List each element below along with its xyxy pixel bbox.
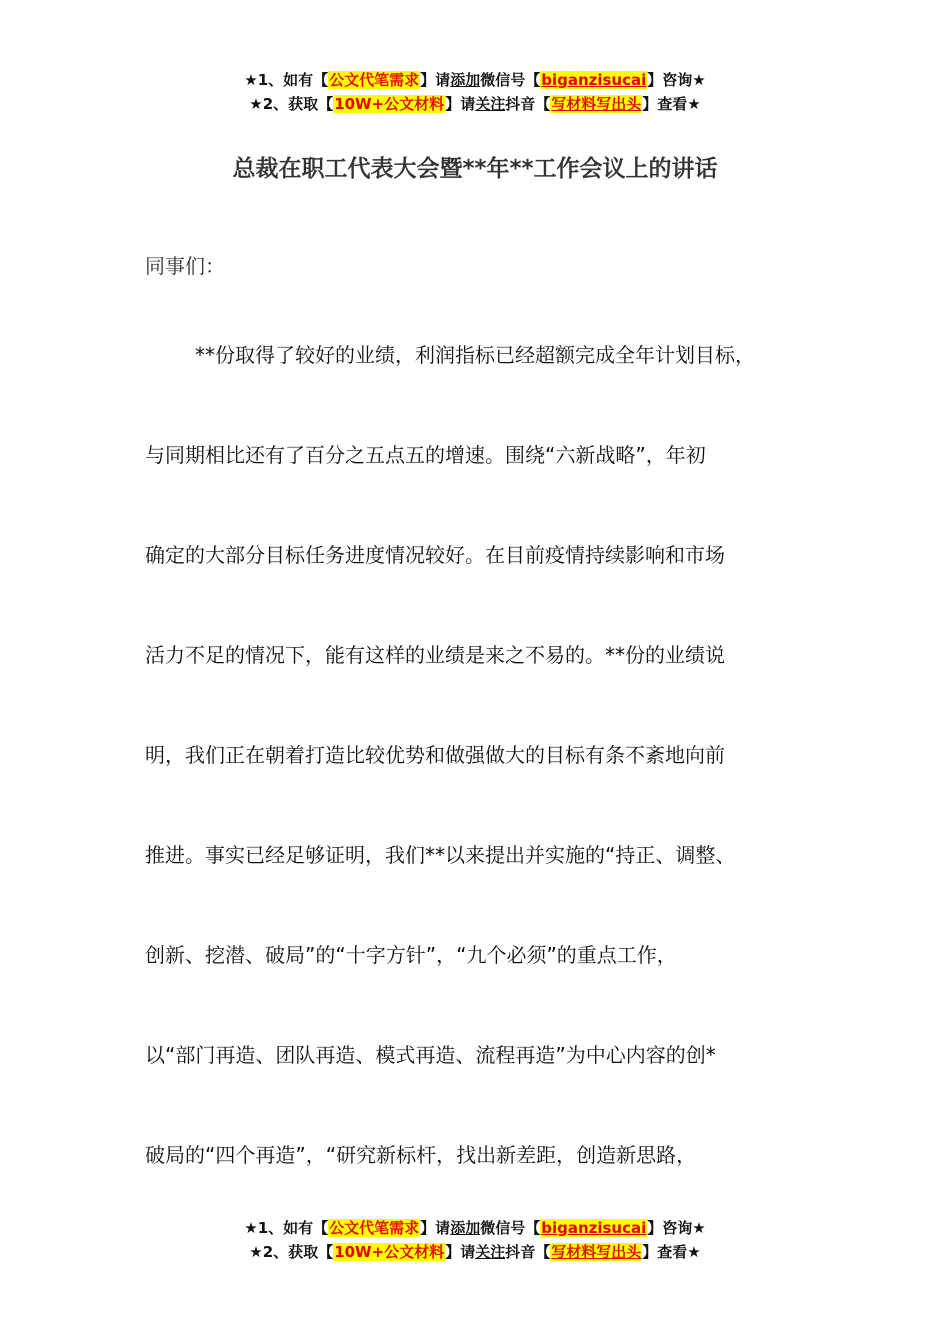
body-line: 创新、挖潜、破局”的“十字方针”，“九个必须”的重点工作，: [145, 943, 677, 967]
promo-emphasis: 添加: [450, 71, 481, 89]
promo-text: 微信号【: [480, 1219, 541, 1237]
body-line: 破局的“四个再造”，“研究新标杆，找出新差距，创造新思路，: [145, 1143, 697, 1167]
promo-text: 】查看★: [642, 1243, 701, 1261]
promo-highlight-service: 公文代笔需求: [329, 1219, 420, 1237]
promo-text: 抖音【: [505, 95, 551, 113]
promo-text: 微信号【: [480, 71, 541, 89]
document-title: 总裁在职工代表大会暨**年**工作会议上的讲话: [232, 156, 718, 182]
promo-text: 】请: [445, 95, 476, 113]
promo-text: ★1、如有【: [244, 1219, 329, 1237]
promo-text: 】请: [445, 1243, 476, 1261]
promo-line-2: [0, 92, 950, 116]
body-line: 明，我们正在朝着打造比较优势和做强做大的目标有条不紊地向前: [145, 743, 725, 767]
promo-text: ★2、获取【: [249, 1243, 334, 1261]
promo-emphasis: 关注: [475, 95, 506, 113]
promo-text: ★1、如有【: [244, 71, 329, 89]
promo-highlight-wechat-id: biganzisucai: [541, 71, 647, 89]
promo-highlight-wechat-id: biganzisucai: [541, 1219, 647, 1237]
promo-highlight-materials: 10W+公文材料: [334, 1243, 445, 1261]
promo-banner-bottom: [0, 1216, 950, 1264]
body-line: **份取得了较好的业绩，利润指标已经超额完成全年计划目标，: [195, 343, 755, 367]
promo-line-2: [0, 1240, 950, 1264]
promo-emphasis: 添加: [450, 1219, 481, 1237]
greeting: 同事们：: [145, 254, 225, 278]
promo-text: 】请: [420, 71, 451, 89]
promo-text: 抖音【: [505, 1243, 551, 1261]
promo-highlight-service: 公文代笔需求: [329, 71, 420, 89]
body-line: 确定的大部分目标任务进度情况较好。在目前疫情持续影响和市场: [145, 543, 725, 567]
promo-highlight-douyin: 写材料写出头: [551, 1243, 642, 1261]
promo-text: 】请: [420, 1219, 451, 1237]
promo-highlight-materials: 10W+公文材料: [334, 95, 445, 113]
promo-highlight-douyin: 写材料写出头: [551, 95, 642, 113]
promo-text: 】咨询★: [647, 71, 706, 89]
body-line: 与同期相比还有了百分之五点五的增速。围绕“六新战略”，年初: [145, 443, 706, 467]
body-line: 活力不足的情况下，能有这样的业绩是来之不易的。**份的业绩说: [145, 643, 725, 667]
promo-line-1: [0, 1216, 950, 1240]
body-line: 以“部门再造、团队再造、模式再造、流程再造”为中心内容的创*: [145, 1043, 716, 1067]
body-line: 推进。事实已经足够证明，我们**以来提出并实施的“持正、调整、: [145, 843, 736, 867]
promo-text: 】查看★: [642, 95, 701, 113]
body-paragraph: [145, 345, 835, 1245]
promo-text: ★2、获取【: [249, 95, 334, 113]
promo-banner-top: [0, 68, 950, 116]
promo-emphasis: 关注: [475, 1243, 506, 1261]
promo-text: 】咨询★: [647, 1219, 706, 1237]
promo-line-1: [0, 68, 950, 92]
